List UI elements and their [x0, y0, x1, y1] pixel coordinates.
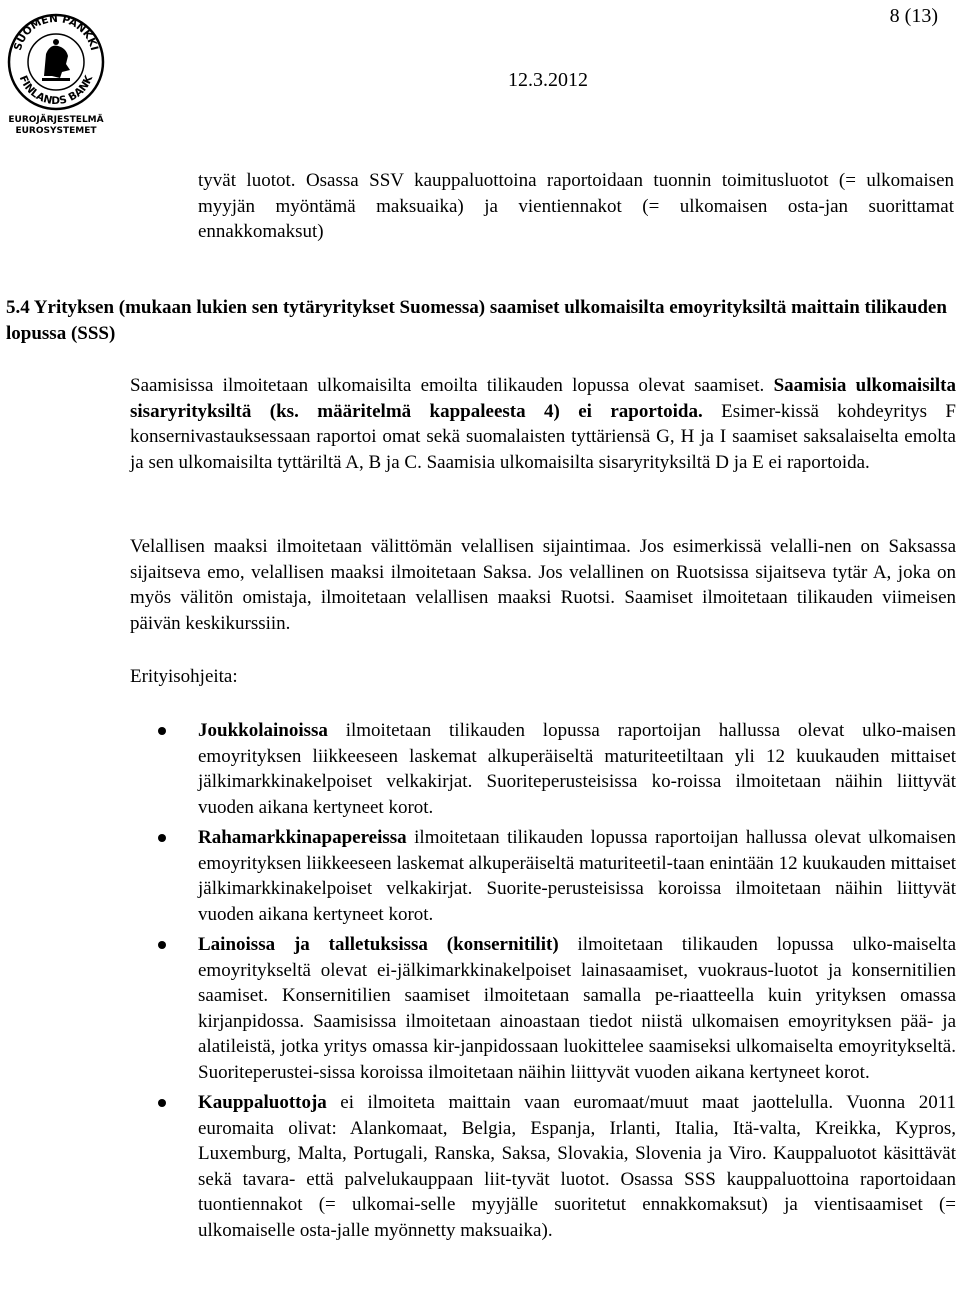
list-item: [130, 825, 956, 927]
bank-seal-icon: [6, 6, 106, 136]
paragraph-saamiset: [130, 373, 956, 475]
list-item: [130, 1090, 956, 1243]
bullet-icon: [158, 1099, 166, 1107]
list-item-text: ilmoitetaan tilikauden lopussa raportoijan hallussa olevat ulkomaisen emoyrityksen liikkeeseen laskemat alkuperäiseltä maturiteetil-taan enintään 12 kuukauden mittaiset jälkimarkkinakelpoiset velkakirjat. Suorite-perusteisissa koroissa ilmoitetaan näihin liittyvät vuoden aikana kertyneet korot.: [198, 827, 956, 925]
special-instructions-heading: Erityisohjeita:: [130, 666, 238, 687]
list-item: [130, 932, 956, 1085]
page-number: 8 (13): [889, 5, 938, 27]
list-item-text: ei ilmoiteta maittain vaan euromaat/muut maat jaottelulla. Vuonna 2011 euromaita olivat: Alankomaat, Belgia, Espanja, Irlanti, Italia, Itä-valta, Kreikka, Kypros, Luxemburg, Malta, Portugali, Ranska, Saksa, Slovakia, Slovenia ja Viro. Kauppaluotot käsittävät sekä tavara- että palvelukauppaan liit-tyvät luotot. Osassa SSS kauppaluottoina raportoidaan tuontiennakot (= ulkomai-selle myyjälle suoritetut ennakkomaksut) ja vientisaamiset (= ulkomaiselle osta-jalle myönnetty maksuaika).: [198, 1092, 956, 1241]
p1-text-b: Esimer-kissä kohdeyritys F konsernivastauksessaan raportoi omat sekä suomalaisten tyttäriensä G, H ja I saamiset saksalaiselta emolta ja sen ulkomaisilta tyttäriltä A, B ja C. Saamisia ulkomaisilta sisaryrityksiltä D ja E ei raportoida.: [130, 400, 956, 473]
list-item-text: ilmoitetaan tilikauden lopussa ulko-maiselta emoyritykseltä olevat ei-jälkimarkkinakelpoiset lainasaamiset, vuokraus-luotot ja konsernitilien saamiset. Konsernitilien saamiset ilmoitetaan samalla pe-riaatteella kuin yrityksen omassa kirjanpidossa. Saamisissa ilmoitetaan ainoastaan tiedot niistä ulkomaisen emoyrityksen pää- ja alatileistä, jotka yritys omassa kir-janpidossaan luokittelee saamiseksi ulkomaiselta emoyritykseltä. Suoriteperustei-sissa koroissa ilmoitetaan näihin liittyvät vuoden aikana kertyneet korot.: [198, 934, 956, 1083]
bullet-icon: [158, 834, 166, 842]
list-item-term: Rahamarkkinapapereissa: [198, 827, 407, 848]
bank-logo: [6, 6, 106, 136]
svg-text:EUROJÄRJESTELMÄ: EUROJÄRJESTELMÄ: [8, 115, 104, 125]
paragraph-velallisen-maa: Velallisen maaksi ilmoitetaan välittömän velallisen sijaintimaa. Jos esimerkissä velalli-nen on Saksassa sijaitseva emo, velallisen maaksi ilmoitetaan Saksa. Jos velallinen on Ruotsissa sijaitseva tytär A, joka on myös välitön omistaja, ilmoitetaan velallisen maaksi Ruotsi. Saamiset ilmoitetaan tilikauden viimeisen päivän keskikurssiin.: [130, 536, 956, 634]
svg-text:FINLANDS BANK: FINLANDS BANK: [16, 73, 96, 108]
p1-text-a: Saamisissa ilmoitetaan ulkomaisilta emoilta tilikauden lopussa olevat saamiset.: [130, 375, 774, 396]
list-item-term: Joukkolainoissa: [198, 720, 328, 741]
list-item-text: ilmoitetaan tilikauden lopussa raportoijan hallussa olevat ulko-maisen emoyrityksen liikkeeseen laskemat alkuperäiseltä maturiteetiltaan yli 12 kuukauden mittaiset jälkimarkkinakelpoiset velkakirjat. Suoriteperusteisissa ko-roissa ilmoitetaan näihin liittyvät vuoden aikana kertyneet korot.: [198, 720, 956, 818]
list-item: [130, 718, 956, 820]
list-item-term: Kauppaluottoja: [198, 1092, 327, 1113]
bullet-icon: [158, 727, 166, 735]
document-date: 12.3.2012: [508, 69, 588, 91]
instructions-list: [130, 718, 956, 1248]
section-heading: 5.4 Yrityksen (mukaan lukien sen tytäryritykset Suomessa) saamiset ulkomaisilta emoyrityksiltä maittain tilikauden lopussa (SSS): [6, 297, 947, 344]
intro-paragraph: tyvät luotot. Osassa SSV kauppaluottoina raportoidaan tuonnin toimitusluotot (= ulkomaisen myyjän myöntämä maksuaika) ja vientiennakot (= ulkomaisen osta-jan suorittamat ennakkomaksut): [198, 170, 954, 242]
svg-text:SUOMEN PANKKI: SUOMEN PANKKI: [11, 12, 101, 52]
bullet-icon: [158, 941, 166, 949]
p1-bold-note: Saamisia ulkomaisilta sisaryrityksiltä (ks. määritelmä kappaleesta 4) ei raportoida.: [130, 375, 956, 422]
list-item-term: Lainoissa ja talletuksissa (konsernitilit): [198, 934, 559, 955]
svg-text:EUROSYSTEMET: EUROSYSTEMET: [15, 126, 97, 136]
